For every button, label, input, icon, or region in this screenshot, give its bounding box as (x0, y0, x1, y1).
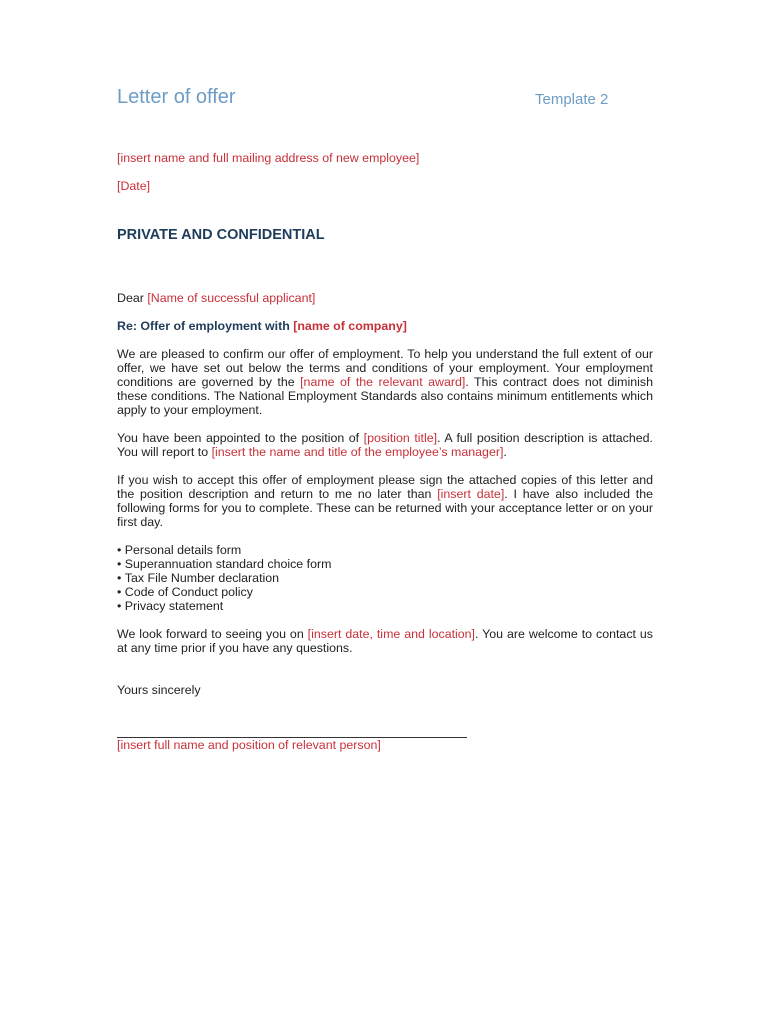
template-label: Template 2 (535, 91, 609, 108)
list-item: • Privacy statement (117, 599, 653, 613)
subject-line (117, 319, 653, 333)
list-item: • Tax File Number declaration (117, 571, 653, 585)
paragraph-acceptance (117, 473, 653, 529)
document-title: Letter of offer (117, 86, 236, 108)
paragraph-closing (117, 627, 653, 655)
paragraph-offer (117, 347, 653, 417)
paragraph-position (117, 431, 653, 459)
paragraph-offer-text-b: . This contract does not diminish these conditions. The National Employment Standards also contains minimum entitlements which apply to your employment. (117, 375, 653, 417)
closing-line: Yours sincerely (117, 683, 201, 697)
subject-prefix: Re: Offer of employment with (117, 319, 294, 333)
paragraph-closing-text-b: . You are welcome to contact us at any time prior if you have any questions. (117, 627, 653, 655)
recipient-placeholder: [insert name and full mailing address of new employee] (117, 151, 420, 165)
paragraph-offer-text-a: We are pleased to confirm our offer of employment. To help you understand the full extent of our offer, we have set out below the terms and conditions of your employment. Your employment conditions are governed by the (117, 347, 653, 389)
confidential-heading: PRIVATE AND CONFIDENTIAL (117, 227, 325, 243)
forms-list (117, 543, 653, 613)
list-item: • Superannuation standard choice form (117, 557, 653, 571)
return-date-placeholder: [insert date] (437, 487, 505, 501)
position-title-placeholder: [position title] (363, 431, 438, 445)
salutation (117, 291, 653, 305)
list-item: • Personal details form (117, 543, 653, 557)
company-name-placeholder: [name of company] (293, 319, 407, 333)
list-item: • Code of Conduct policy (117, 585, 653, 599)
date-placeholder: [Date] (117, 179, 151, 193)
salutation-prefix: Dear (117, 291, 148, 305)
start-details-placeholder: [insert date, time and location] (307, 627, 475, 641)
signatory-placeholder: [insert full name and position of relevant person] (117, 738, 381, 752)
paragraph-position-text-a: You have been appointed to the position of (117, 431, 364, 445)
manager-placeholder: [insert the name and title of the employee’s manager] (211, 445, 504, 459)
paragraph-closing-text-a: We look forward to seeing you on (117, 627, 308, 641)
award-placeholder: [name of the relevant award] (300, 375, 466, 389)
paragraph-acceptance-text-a: If you wish to accept this offer of employment please sign the attached copies of this letter and the position description and return to me no later than (117, 473, 653, 501)
paragraph-acceptance-text-b: . I have also included the following forms for you to complete. These can be returned with your acceptance letter or on your first day. (117, 487, 653, 529)
paragraph-position-text-b: . A full position description is attached. You will report to (117, 431, 653, 459)
applicant-name-placeholder: [Name of successful applicant] (147, 291, 316, 305)
paragraph-position-text-c: . (503, 445, 507, 459)
